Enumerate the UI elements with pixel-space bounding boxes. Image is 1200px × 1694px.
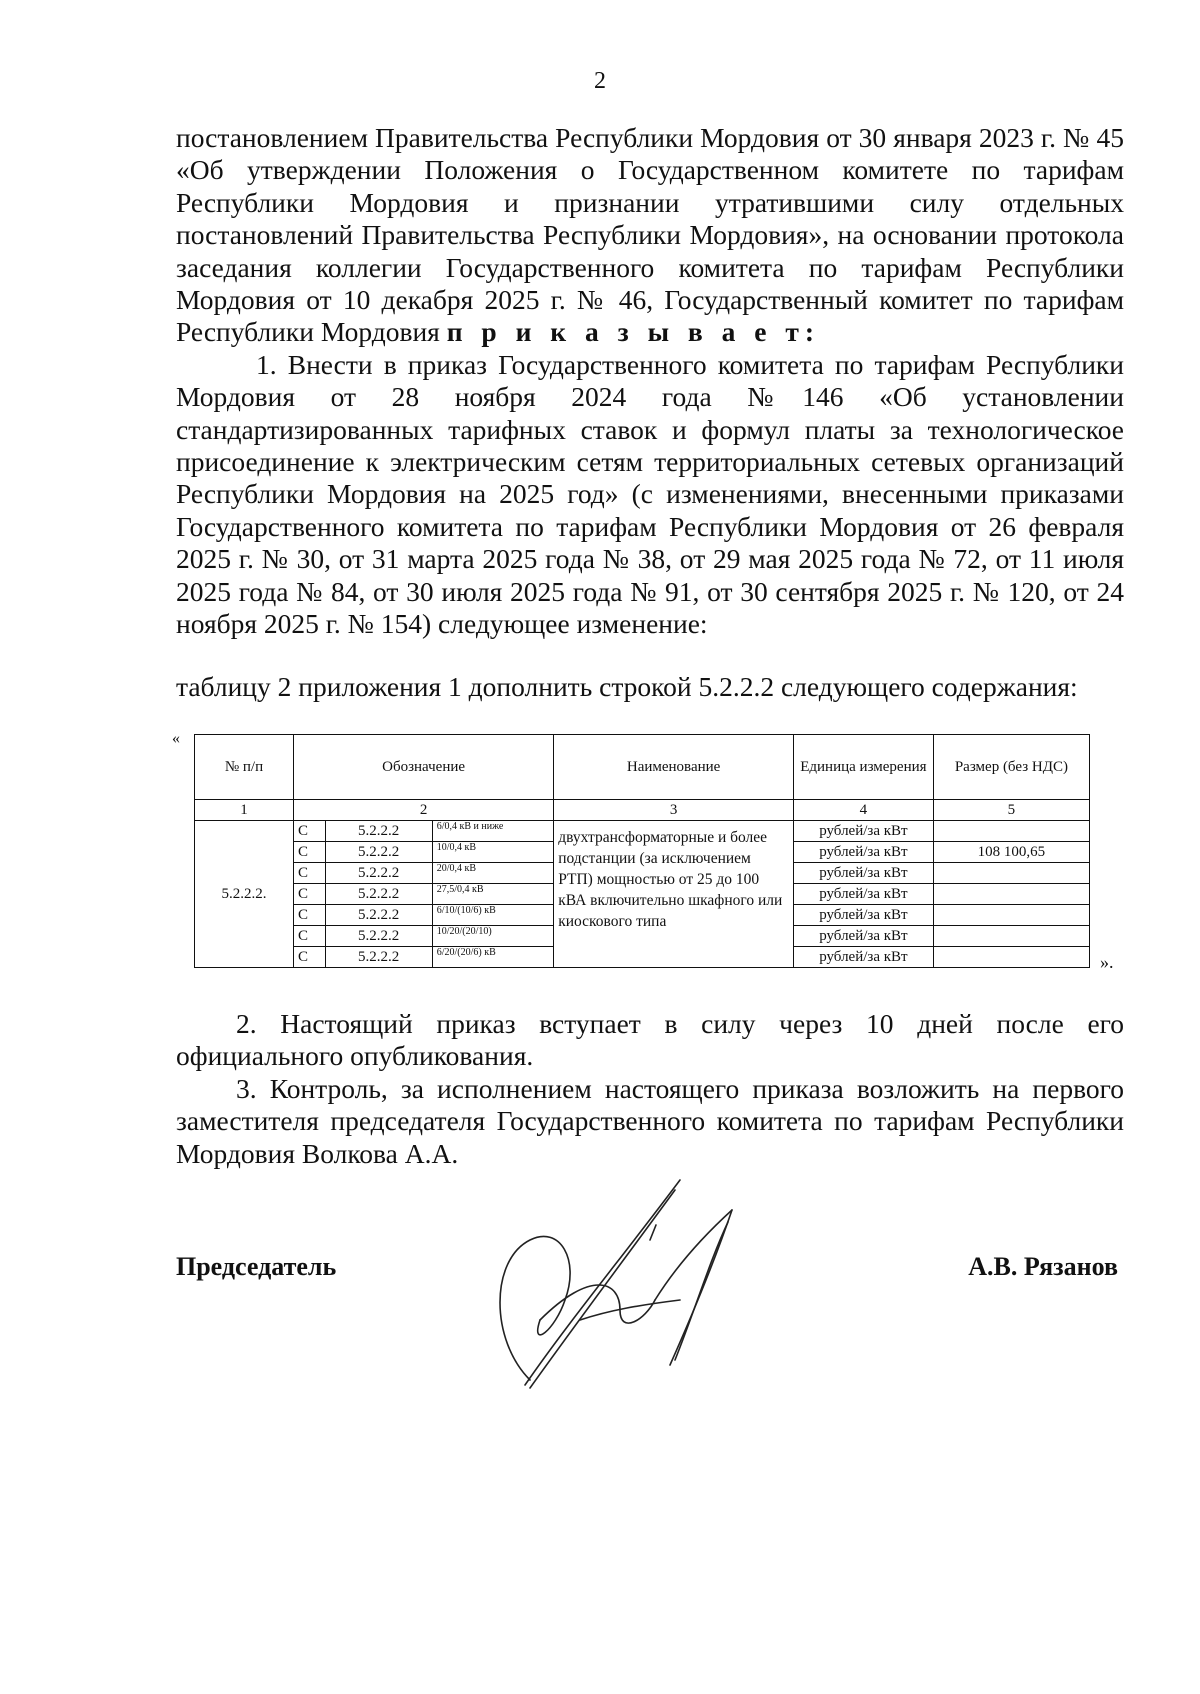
header-designation: Обозначение bbox=[293, 735, 553, 800]
row-voltage: 10/0,4 кВ bbox=[432, 842, 553, 863]
row-voltage: 20/0,4 кВ bbox=[432, 863, 553, 884]
row-number: 5.2.2.2 bbox=[325, 926, 432, 947]
row-unit: рублей/за кВт bbox=[794, 842, 934, 863]
row-voltage: 6/10/(10/6) кВ bbox=[432, 905, 553, 926]
header-num: № п/п bbox=[195, 735, 294, 800]
row-size: 108 100,65 bbox=[933, 842, 1089, 863]
row-unit: рублей/за кВт bbox=[794, 863, 934, 884]
closing-paragraphs bbox=[176, 1008, 1124, 1170]
row-number: 5.2.2.2 bbox=[325, 947, 432, 968]
row-number: 5.2.2.2 bbox=[325, 905, 432, 926]
row-unit: рублей/за кВт bbox=[794, 884, 934, 905]
paragraph-preamble bbox=[176, 122, 1124, 349]
row-id: 5.2.2.2. bbox=[195, 821, 294, 968]
row-size bbox=[933, 884, 1089, 905]
paragraph-item-2: 2. Настоящий приказ вступает в силу через 10 дней после его официального опубликования. bbox=[176, 1008, 1124, 1072]
row-size bbox=[933, 926, 1089, 947]
row-code: С bbox=[293, 863, 325, 884]
quote-close-mark: ». bbox=[1100, 952, 1114, 972]
signatory-title: Председатель bbox=[176, 1252, 337, 1281]
row-voltage: 27,5/0,4 кВ bbox=[432, 884, 553, 905]
row-size bbox=[933, 947, 1089, 968]
row-voltage: 10/20/(20/10) bbox=[432, 926, 553, 947]
paragraph-item-1: 1. Внести в приказ Государственного комитета по тарифам Республики Мордовия от 28 ноября 2024 года №146 «Об установлении стандартизированных тарифных ставок и формул платы за технологическое присоединение к электрическим сетям территориальных сетевых организаций Республики Мордовия на 2025 год» (с изменениями, внесенными приказами Государственного комитета по тарифам Республики Мордовия от 26 февраля 2025 г. № 30, от 31 марта 2025 года № 38, от 29 мая 2025 года № 72, от 11 июля 2025 года № 84, от 30 июля 2025 года № 91, от 30 сентября 2025 г. № 120, от 24 ноября 2025 г. № 154) следующее изменение: bbox=[176, 348, 1124, 640]
row-code: С bbox=[293, 884, 325, 905]
header-unit: Единица измерения bbox=[794, 735, 934, 800]
row-unit: рублей/за кВт bbox=[794, 947, 934, 968]
row-number: 5.2.2.2 bbox=[325, 821, 432, 842]
header-size: Размер (без НДС) bbox=[933, 735, 1089, 800]
col-number: 4 bbox=[794, 800, 934, 821]
quote-open-mark: « bbox=[172, 730, 180, 747]
preamble-text: постановлением Правительства Республики Мордовия от 30 января 2023 г. № 45 «Об утверждении Положения о Государственном комитете по тарифам Республики Мордовия и признании утратившими силу отдельных постановлений Правительства Республики Мордовия», на основании протокола заседания коллегии Государственного комитета по тарифам Республики Мордовия от 10 декабря 2025 г. № 46, Государственный комитет по тарифам Республики Мордовия bbox=[176, 122, 1124, 348]
row-code: С bbox=[293, 947, 325, 968]
row-code: С bbox=[293, 821, 325, 842]
tariff-table bbox=[194, 734, 1090, 968]
row-size bbox=[933, 905, 1089, 926]
signatory-name: А.В. Рязанов bbox=[968, 1252, 1118, 1281]
table-header-row bbox=[195, 735, 1090, 800]
paragraph-item-3: 3. Контроль, за исполнением настоящего приказа возложить на первого заместителя председателя Государственного комитета по тарифам Республики Мордовия Волкова А.А. bbox=[176, 1072, 1124, 1169]
row-number: 5.2.2.2 bbox=[325, 842, 432, 863]
row-name: двухтрансформаторные и более подстанции (за исключением РТП) мощностью от 25 до 100 кВА включительно шкафного или киоскового типа bbox=[554, 821, 794, 968]
row-size bbox=[933, 863, 1089, 884]
paragraph-table-intro: таблицу 2 приложения 1 дополнить строкой 5.2.2.2 следующего содержания: bbox=[176, 670, 1078, 702]
row-voltage: 6/20/(20/6) кВ bbox=[432, 947, 553, 968]
table-row bbox=[195, 821, 1090, 842]
row-unit: рублей/за кВт bbox=[794, 905, 934, 926]
header-name: Наименование bbox=[554, 735, 794, 800]
col-number: 5 bbox=[933, 800, 1089, 821]
row-unit: рублей/за кВт bbox=[794, 821, 934, 842]
row-code: С bbox=[293, 905, 325, 926]
col-number: 2 bbox=[293, 800, 553, 821]
row-size bbox=[933, 821, 1089, 842]
document-body bbox=[176, 122, 1124, 703]
col-number: 3 bbox=[554, 800, 794, 821]
row-voltage: 6/0,4 кВ и ниже bbox=[432, 821, 553, 842]
row-code: С bbox=[293, 842, 325, 863]
row-code: С bbox=[293, 926, 325, 947]
row-number: 5.2.2.2 bbox=[325, 863, 432, 884]
col-number: 1 bbox=[195, 800, 294, 821]
row-number: 5.2.2.2 bbox=[325, 884, 432, 905]
row-unit: рублей/за кВт bbox=[794, 926, 934, 947]
column-numbers-row bbox=[195, 800, 1090, 821]
order-verb: п р и к а з ы в а е т: bbox=[446, 316, 821, 348]
handwritten-signature-icon bbox=[470, 1170, 790, 1410]
page-number: 2 bbox=[594, 68, 606, 94]
